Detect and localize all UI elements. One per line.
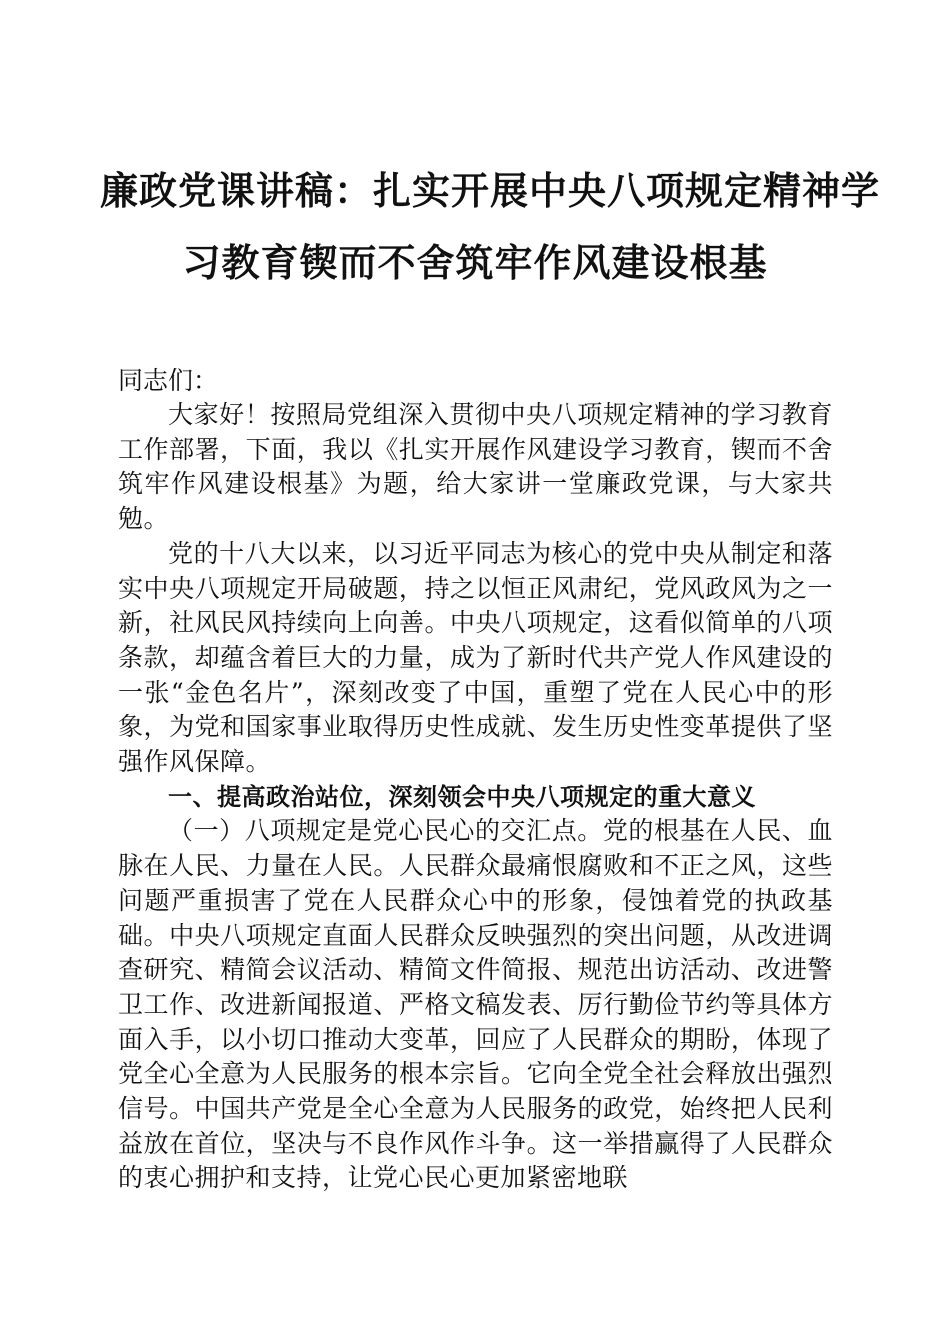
body-text (118, 398, 833, 1196)
document-title-line-2: 习教育锲而不舍筑牢作风建设根基 (182, 240, 768, 285)
section-heading-1: 一、提高政治站位，深刻领会中央八项规定的重大意义 (168, 782, 756, 811)
paragraph-background: 党的十八大以来，以习近平同志为核心的党中央从制定和落实中央八项规定开局破题，持之以恒正风肃纪，党风政风为之一新，社风民风持续向上向善。中央八项规定，这看似简单的八项条款，却蕴含着巨大的力量，成为了新时代共产党人作风建设的一张“金色名片”，深刻改变了中国，重塑了党在人民心中的形象，为党和国家事业取得历史性成就、发生历史性变革提供了坚强作风保障。 (118, 538, 833, 777)
document-title-line-1: 廉政党课讲稿：扎实开展中央八项规定精神学 (100, 168, 881, 213)
salutation: 同志们： (118, 366, 219, 395)
paragraph-section-1-1: （一）八项规定是党心民心的交汇点。党的根基在人民、血脉在人民、力量在人民。人民群众最痛恨腐败和不正之风，这些问题严重损害了党在人民群众心中的形象，侵蚀着党的执政基础。中央八项规定直面人民群众反映强烈的突出问题，从改进调查研究、精简会议活动、精简文件简报、规范出访活动、改进警卫工作、改进新闻报道、严格文稿发表、厉行勤俭节约等具体方面入手，以小切口推动大变革，回应了人民群众的期盼，体现了党全心全意为人民服务的根本宗旨。它向全党全社会释放出强烈信号。中国共产党是全心全意为人民服务的政党，始终把人民利益放在首位，坚决与不良作风作斗争。这一举措赢得了人民群众的衷心拥护和支持，让党心民心更加紧密地联 (118, 816, 833, 1193)
paragraph-greeting: 大家好！按照局党组深入贯彻中央八项规定精神的学习教育工作部署，下面，我以《扎实开展作风建设学习教育，锲而不舍筑牢作风建设根基》为题，给大家讲一堂廉政党课，与大家共勉。 (118, 400, 833, 534)
